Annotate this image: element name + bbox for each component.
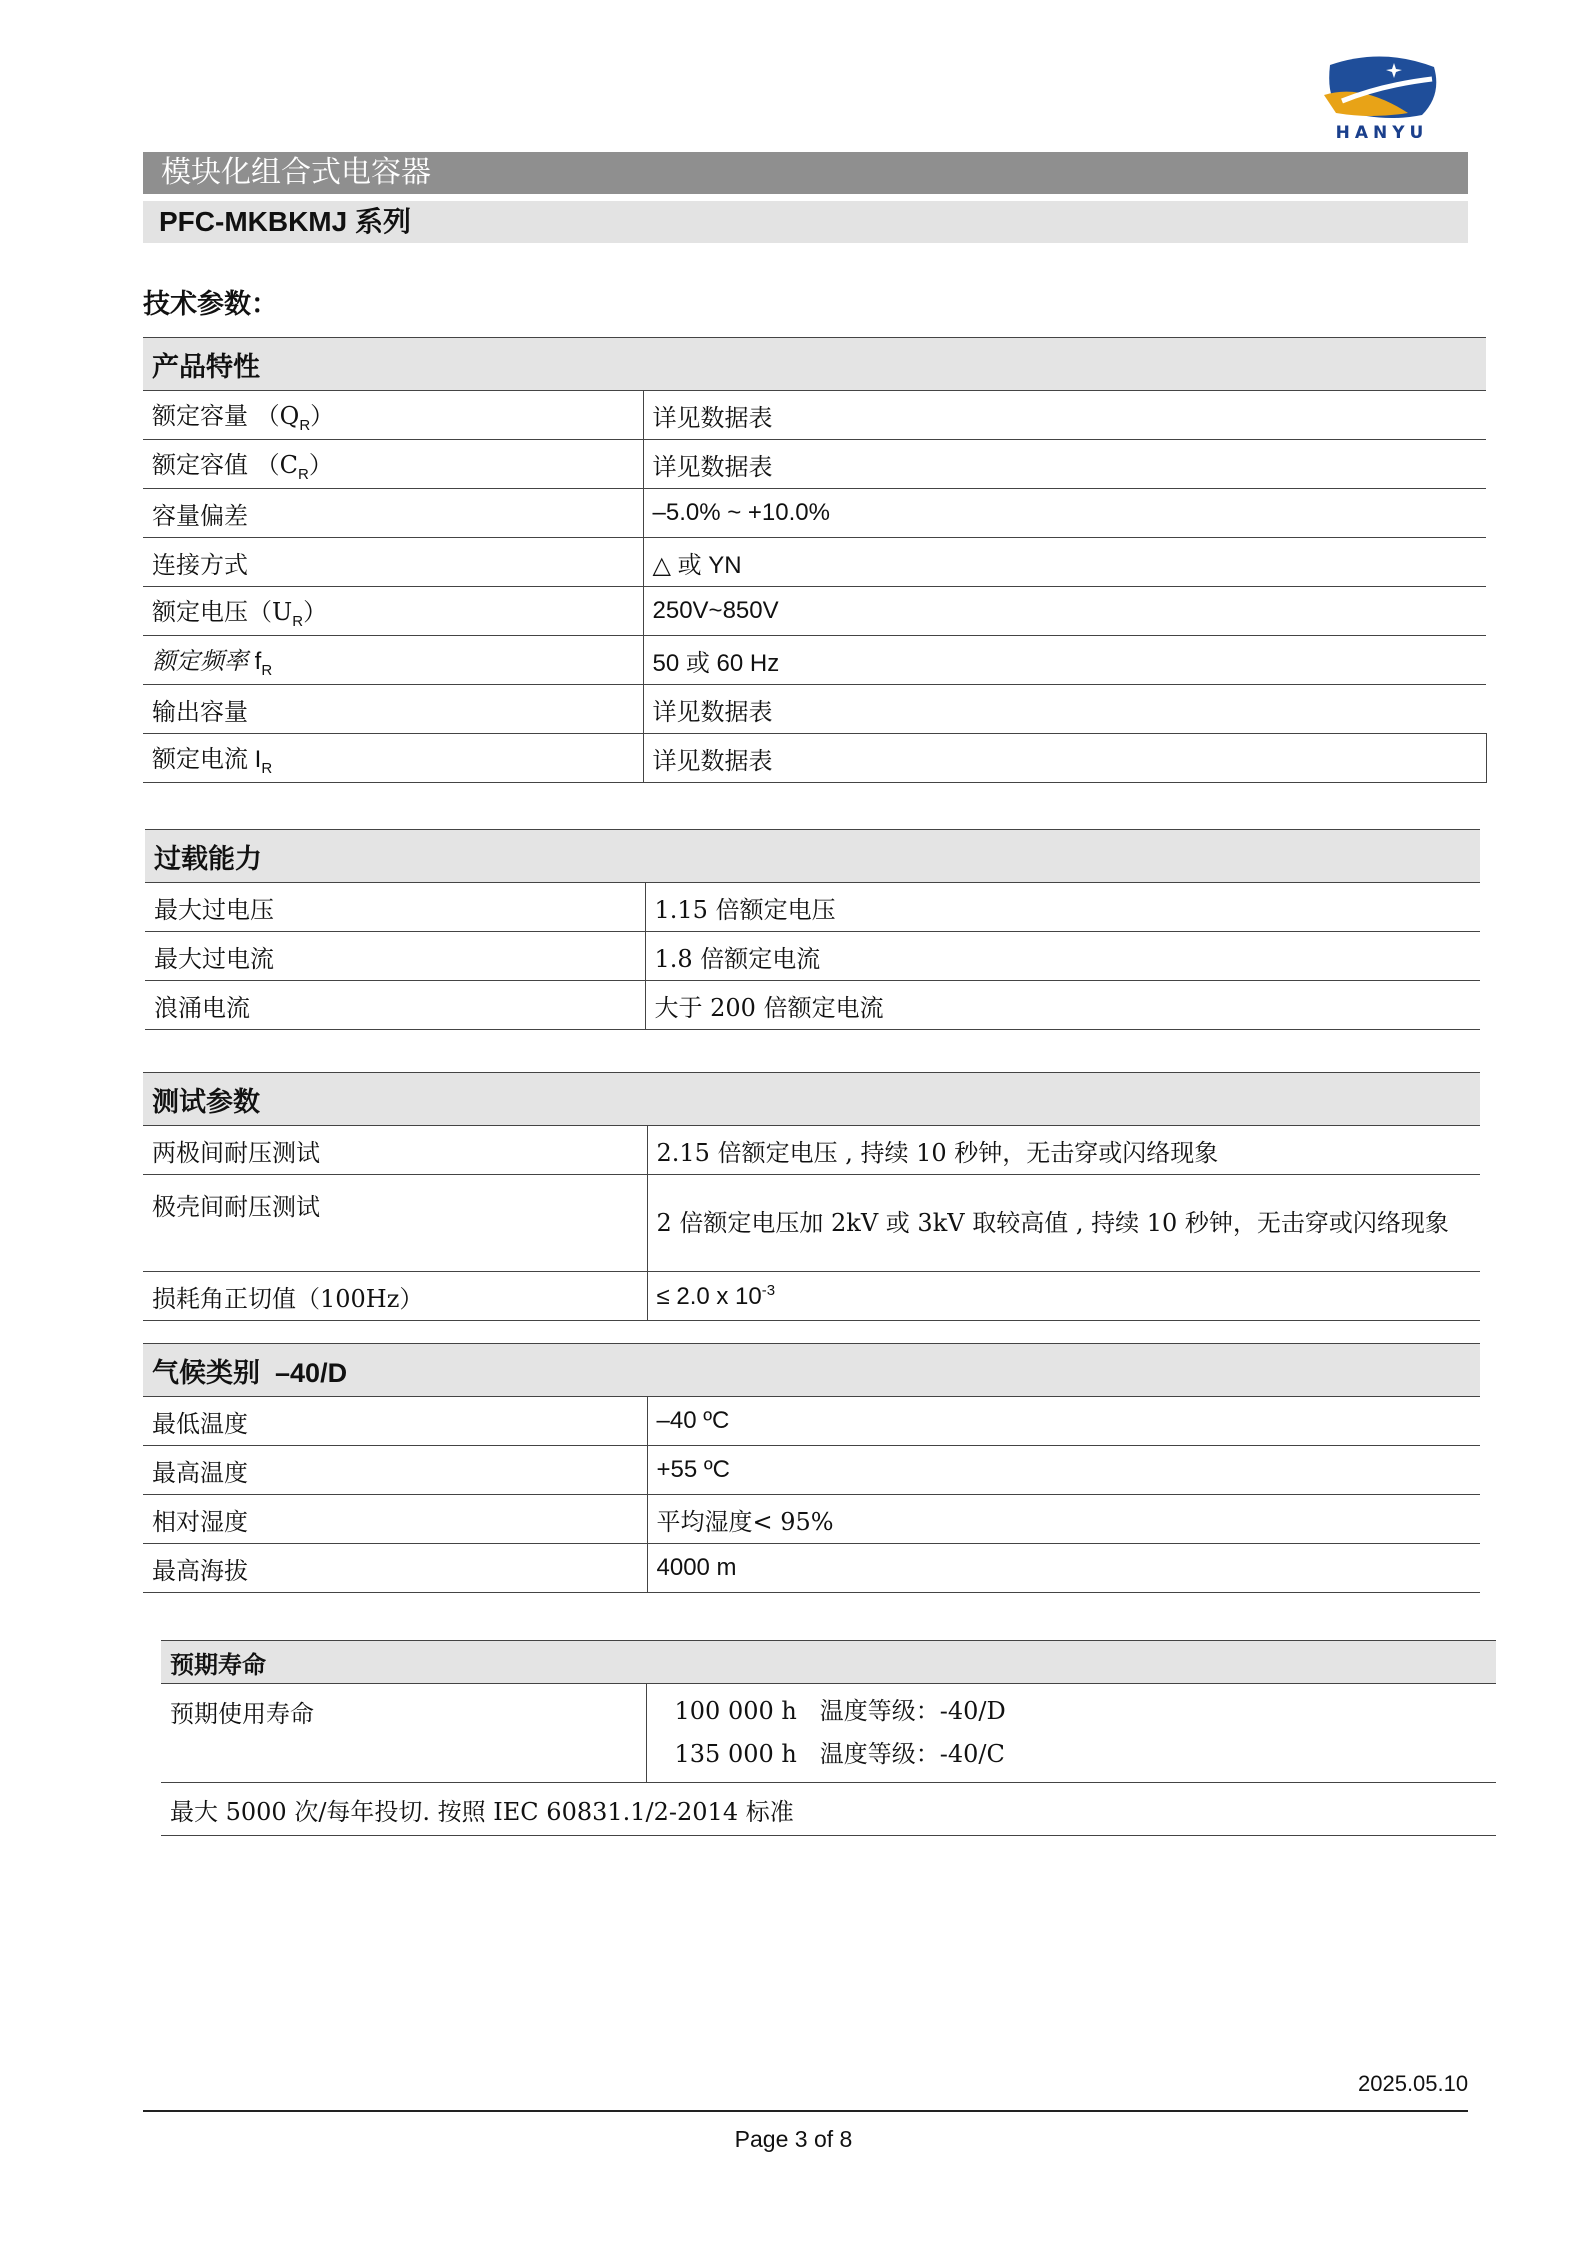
life-value-c: 135 000 h 温度等级：-40/C	[674, 1740, 1005, 1768]
table-row: 相对湿度 平均湿度< 95%	[143, 1495, 1480, 1544]
product-characteristics-table	[143, 337, 1487, 783]
logo-mark-icon	[1322, 55, 1442, 125]
document-date: 2025.05.10	[1358, 2071, 1469, 2096]
table-row: 最大过电流 1.8 倍额定电流	[145, 932, 1480, 981]
life-value-d: 100 000 h 温度等级：-40/D	[674, 1697, 1006, 1725]
table-row: 额定电流 $I_R$ 详见数据表	[143, 734, 1486, 783]
document-title-bar: 模块化组合式电容器	[143, 152, 1468, 194]
table-row: 额定电压$(U_R)$ 250V~850V	[143, 587, 1486, 636]
table-row: 最高温度 +55 ºC	[143, 1446, 1480, 1495]
table-header: 过载能力	[145, 830, 1480, 883]
table-row: 极壳间耐压测试 2 倍额定电压加 2kV 或 3kV 取较高值 , 持续 10 秒钟，无击穿或闪络现象	[143, 1175, 1480, 1272]
table-row: 损耗角正切值（100Hz） ≤ 2.0 x $10^{-3}$	[143, 1272, 1480, 1321]
section-heading: 技术参数：	[143, 289, 278, 320]
table-row: 输出容量 详见数据表	[143, 685, 1486, 734]
climate-category-table	[143, 1343, 1480, 1593]
test-parameters-table	[143, 1072, 1480, 1321]
footer-divider	[143, 2110, 1468, 2112]
table-header: 测试参数	[143, 1073, 1480, 1126]
company-logo	[1322, 55, 1442, 145]
table-row: 额定容值 $(C_R)$ 详见数据表	[143, 440, 1486, 489]
table-row: 额定容量 $(Q_R)$ 详见数据表	[143, 391, 1486, 440]
table-row: 预期使用寿命 100 000 h 温度等级：-40/D 135 000 h 温度等级：-40/C	[161, 1684, 1496, 1783]
table-row: 额定频率 $f_R$ 50 或 60 Hz	[143, 636, 1486, 685]
series-title-bar: PFC-MKBKMJ 系列	[143, 201, 1468, 243]
table-row	[161, 1783, 1496, 1836]
table-row: 连接方式 △ 或 YN	[143, 538, 1486, 587]
table-row: 两极间耐压测试 2.15 倍额定电压 , 持续 10 秒钟，无击穿或闪络现象	[143, 1126, 1480, 1175]
switching-note: 最大 5000 次/每年投切. 按照 IEC 60831.1/2-2014 标准	[161, 1783, 1496, 1836]
page-number: Page 3 of 8	[734, 2126, 853, 2152]
table-row: 最低温度 –40 ºC	[143, 1397, 1480, 1446]
table-row: 容量偏差 –5.0% ~ +10.0%	[143, 489, 1486, 538]
table-row: 最高海拔 4000 m	[143, 1544, 1480, 1593]
table-header: 产品特性	[143, 338, 1486, 391]
table-row: 浪涌电流 大于 200 倍额定电流	[145, 981, 1480, 1030]
table-row: 最大过电压 1.15 倍额定电压	[145, 883, 1480, 932]
expected-life-table	[161, 1640, 1496, 1836]
table-header: 预期寿命	[161, 1641, 1496, 1684]
table-header: 气候类别 –40/D	[143, 1344, 1480, 1397]
logo-text: HANYU	[1335, 123, 1429, 143]
overload-capability-table	[145, 829, 1480, 1030]
